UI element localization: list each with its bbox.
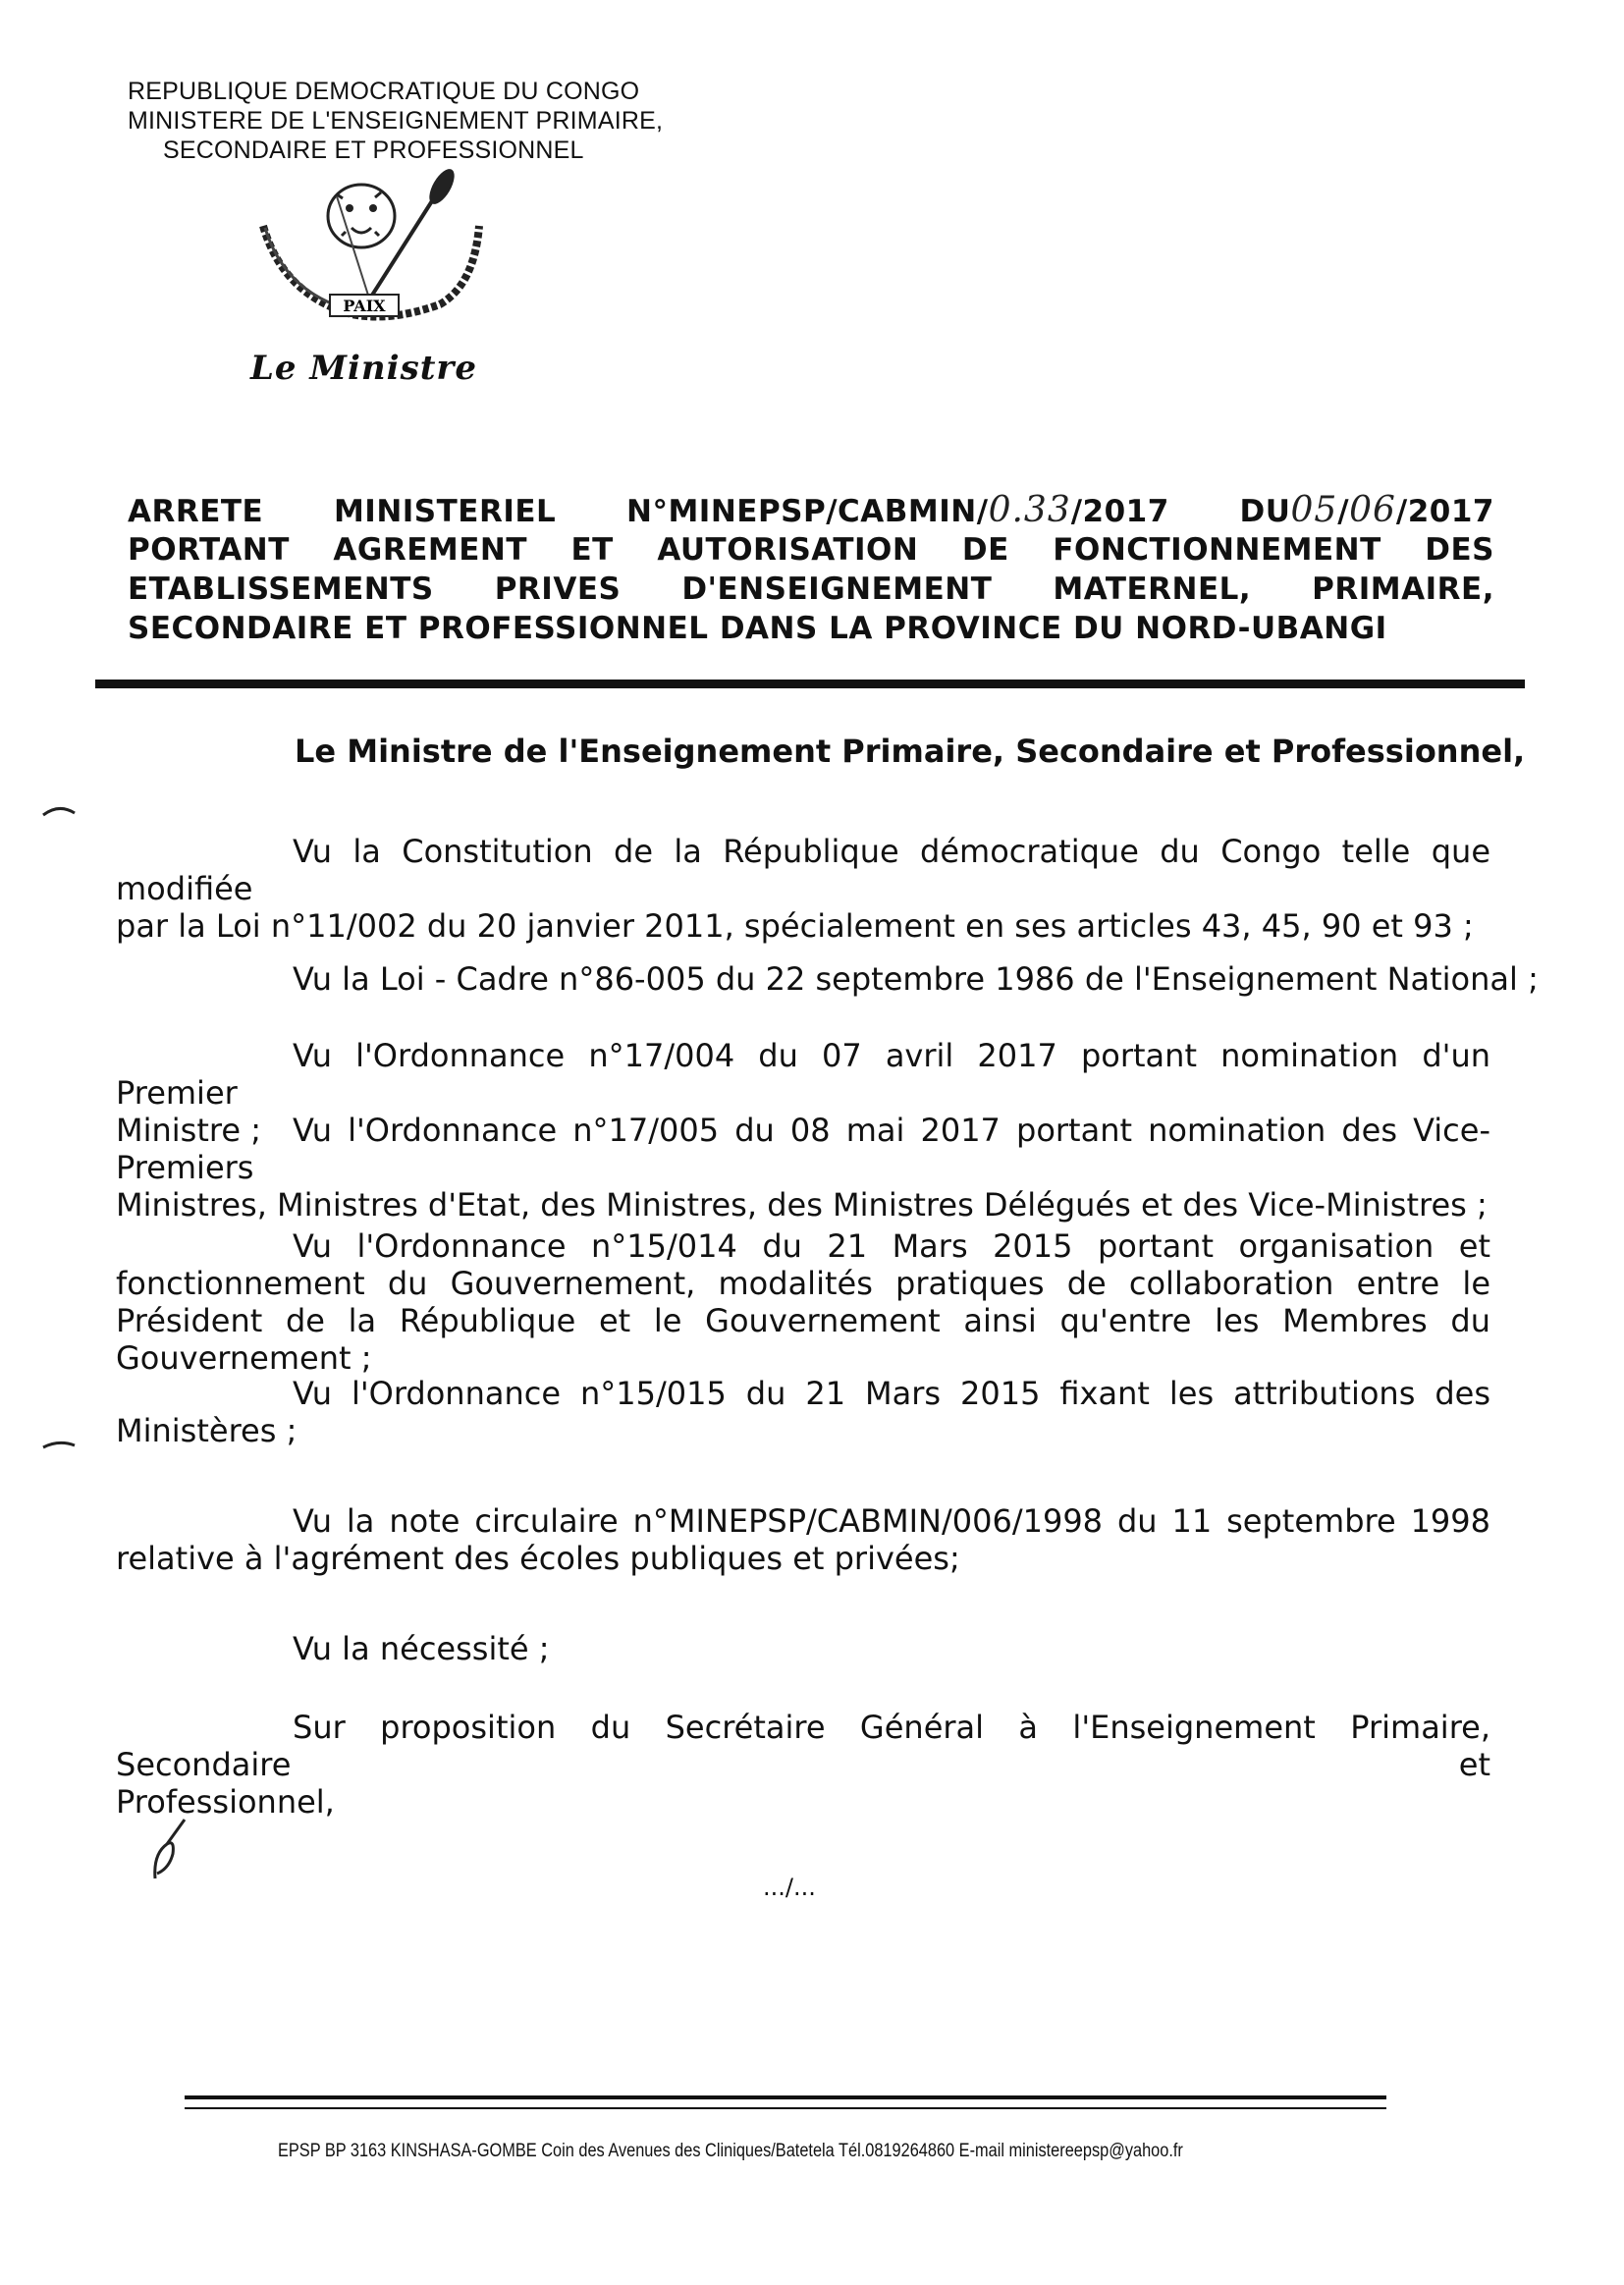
decree-title-line3: ETABLISSEMENTS PRIVES D'ENSEIGNEMENT MATERNEL, PRIMAIRE, [128, 571, 1494, 607]
consideration-constitution [116, 833, 1490, 945]
decree-number-handwritten: 0.33 [988, 490, 1071, 530]
consideration-rest: par la Loi n°11/002 du 20 janvier 2011, spécialement en ses articles 43, 45, 90 et 93 ; [116, 907, 1474, 945]
consideration-rest: Ministres, Ministres d'Etat, des Ministres, des Ministres Délégués et des Vice-Ministres ; [116, 1186, 1488, 1224]
consideration-first-line: Sur proposition du Secrétaire Général à l'Enseignement Primaire, Secondaire et [116, 1709, 1490, 1783]
consideration-first-line: Vu l'Ordonnance n°17/005 du 08 mai 2017 portant nomination des Vice-Premiers [116, 1112, 1490, 1186]
consideration-first-line: Vu l'Ordonnance n°15/015 du 21 Mars 2015 fixant les attributions des [293, 1375, 1490, 1412]
consideration-ordonnance-17-005 [116, 1112, 1490, 1224]
consideration-ordonnance-15-014 [116, 1227, 1490, 1377]
margin-mark [41, 1438, 77, 1453]
consideration-first-line: Vu la note circulaire n°MINEPSP/CABMIN/006/1998 du 11 septembre 1998 [293, 1502, 1490, 1540]
decree-title-year: /2017 [1395, 494, 1494, 529]
decree-title-line4: SECONDAIRE ET PROFESSIONNEL DANS LA PROVINCE DU NORD-UBANGI [128, 611, 1387, 646]
coat-of-arms-emblem [244, 167, 489, 334]
decree-day-handwritten: 05 [1290, 490, 1338, 530]
consideration-rest: Ministre ; [116, 1112, 261, 1149]
consideration-first-line: Vu la Constitution de la République démocratique du Congo telle que modifiée [116, 833, 1490, 907]
consideration-note-circulaire [116, 1502, 1490, 1577]
consideration-necessite: Vu la nécessité ; [293, 1630, 550, 1667]
margin-mark [41, 803, 77, 819]
emblem-motto: PAIX [343, 297, 386, 315]
consideration-proposition [116, 1709, 1490, 1821]
decree-title-du: /2017 DU [1070, 494, 1291, 529]
decree-title-line2: PORTANT AGREMENT ET AUTORISATION DE FONCTIONNEMENT DES [128, 532, 1494, 568]
consideration-first-line: Vu l'Ordonnance n°15/014 du 21 Mars 2015 portant organisation et [293, 1227, 1490, 1265]
decree-month-handwritten: 06 [1349, 490, 1396, 530]
decree-title-line1: ARRETE MINISTERIEL N°MINEPSP/CABMIN/0.33/2017 DU05/06/2017 [128, 490, 1494, 530]
footer-address: EPSP BP 3163 KINSHASA-GOMBE Coin des Avenues des Cliniques/Batetela Tél.0819264860 E-mail ministereepsp@yahoo.fr [278, 2141, 1183, 2161]
footer-divider [185, 2095, 1386, 2109]
title-divider [95, 680, 1525, 688]
decree-title-prefix: ARRETE MINISTERIEL N°MINEPSP/CABMIN/ [128, 494, 989, 529]
consideration-rest: relative à l'agrément des écoles publiques et privées; [116, 1540, 960, 1577]
header-ministry: MINISTERE DE L'ENSEIGNEMENT PRIMAIRE, [128, 107, 664, 135]
header-ministry-cont: SECONDAIRE ET PROFESSIONNEL [163, 136, 584, 164]
consideration-loi-cadre: Vu la Loi - Cadre n°86-005 du 22 septembre 1986 de l'Enseignement National ; [293, 960, 1539, 998]
consideration-rest: Ministères ; [116, 1412, 298, 1449]
consideration-rest: Professionnel, [116, 1783, 335, 1821]
preamble-subject: Le Ministre de l'Enseignement Primaire, Secondaire et Professionnel, [295, 733, 1526, 770]
header-republic: REPUBLIQUE DEMOCRATIQUE DU CONGO [128, 78, 640, 105]
consideration-first-line: Vu l'Ordonnance n°17/004 du 07 avril 2017 portant nomination d'un Premier [116, 1037, 1490, 1112]
consideration-rest: fonctionnement du Gouvernement, modalités pratiques de collaboration entre le Président de la République et le Gouvernement ainsi qu'entre les Membres du Gouvernement ; [116, 1265, 1490, 1377]
page-continuation: .../... [763, 1874, 816, 1901]
minister-label: Le Ministre [250, 349, 477, 388]
handwritten-initial-mark [145, 1815, 194, 1883]
consideration-ordonnance-15-015 [116, 1375, 1490, 1449]
